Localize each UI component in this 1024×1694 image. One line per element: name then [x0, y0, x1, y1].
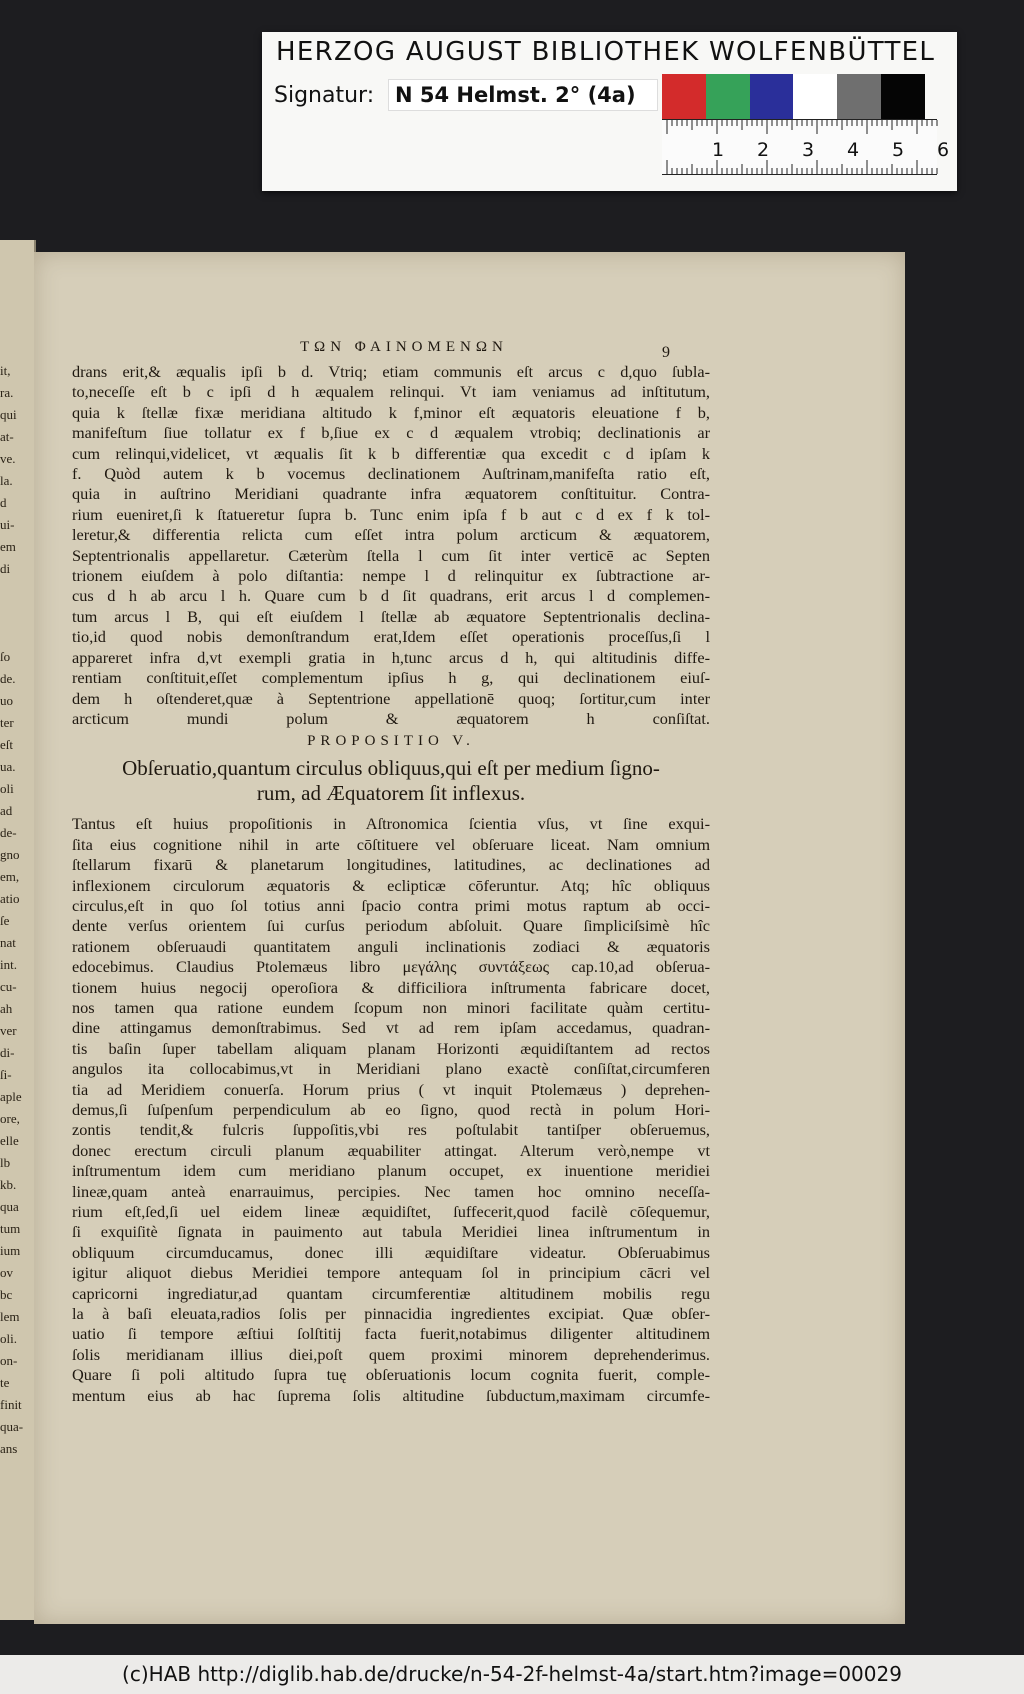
text-line: nos tamen qua ratione eundem ſcopum non minori facilitate quàm certitu- [72, 997, 710, 1017]
text-line: dente verſus orientem ſui curſus periodum abſoluit. Quare ſimpliciſsimè hîc [72, 916, 710, 936]
text-line: igitur aliquot diebus Meridiei tempore antequam ſol in principium cācri vel [72, 1263, 710, 1283]
text-line: ſolis meridianam illius diei,poſt quem proximi minorem deprehenderimus. [72, 1344, 710, 1364]
margin-fragment: oli [0, 781, 14, 796]
margin-fragment: qua [0, 1199, 19, 1214]
proposition-heading: PROPOSITIO V. [307, 733, 475, 750]
text-line: quia in auſtrino Meridiani quadrante infra æquatorem conſtituitur. Contra- [72, 484, 710, 504]
text-line: zontis tendit,& fulcris ſuppoſitis,vbi res poſtulabit tantiſper obſeruemus, [72, 1120, 710, 1140]
margin-fragment: ter [0, 715, 14, 730]
margin-fragment: tum [0, 1221, 21, 1236]
margin-fragment: on- [0, 1353, 18, 1368]
book-page [34, 252, 905, 1624]
margin-fragment: kb. [0, 1177, 17, 1192]
text-line: dine attingamus demonſtrabimus. Sed vt ad rem ipſam accedamus, quadran- [72, 1018, 710, 1038]
margin-fragment: ua. [0, 759, 16, 774]
text-line: Tantus eſt huius propoſitionis in Aſtronomica ſcientia vſus, vt ſine exqui- [72, 814, 710, 834]
text-line: circulus,eſt in quo ſol totius anni ſpacio contra primi motus raptum ab occi- [72, 895, 710, 915]
ruler-number: 1 [712, 139, 725, 161]
text-line: obliquum circumducamus, donec illi æquidiſtare videatur. Obſeruabimus [72, 1242, 710, 1262]
text-line: demus,ſi ſuſpenſum perpendiculum ab eo ſigno, quod rectà in polum Hori- [72, 1100, 710, 1119]
library-name: HERZOG AUGUST BIBLIOTHEK WOLFENBÜTTEL [276, 37, 936, 67]
margin-fragment: ui- [0, 517, 15, 532]
text-line: tia ad Meridiem conuerſa. Horum prius ( vt inquit Ptolemæus ) deprehen- [72, 1079, 710, 1099]
text-line: quia k ſtellæ fixæ meridiana altitudo k f,minor eſt æquatoris eleuatione f b, [72, 402, 710, 422]
text-line: edocebimus. Claudius Ptolemæus libro μεγάλης συντάξεως cap.10,ad obſerua- [72, 957, 710, 977]
margin-fragment: de. [0, 671, 16, 686]
margin-fragment: at- [0, 429, 14, 444]
margin-fragment: ſe [0, 913, 10, 928]
left-page-edge [0, 240, 36, 1620]
text-line: trionem eiuſdem à polo diſtantia: nempe l d relinquitur ex ſubtractione ar- [72, 566, 710, 586]
color-swatch [837, 74, 881, 119]
text-line: ſita eius cognitione nihil in arte cōſtituere vel obſeruare liceat. Nam omnium [72, 834, 710, 854]
text-line: rium eſt,ſed,ſi uel eidem lineæ æquidiſtet, ſuffecerit,quod facilè cōſequemur, [72, 1202, 710, 1222]
margin-fragment: ah [0, 1001, 13, 1016]
text-line: Septentrionalis appellaretur. Cæterùm ſtella l cum ſit inter verticē ac Septen [72, 545, 710, 565]
margin-fragment: int. [0, 957, 17, 972]
margin-fragment: ve. [0, 451, 16, 466]
margin-fragment [0, 580, 32, 602]
color-swatches [662, 74, 925, 119]
text-line: cum relinqui,videlicet, vt æqualis ſit k b differentiæ qua excedit c d ipſam k [72, 443, 710, 463]
ruler-number: 2 [757, 139, 770, 161]
signatur-label: Signatur: [274, 83, 375, 108]
proposition-title-line: Obſeruatio,quantum circulus obliquus,qui eſt per medium ſigno- [122, 756, 660, 781]
margin-fragment: qua- [0, 1419, 24, 1434]
color-swatch [706, 74, 750, 119]
margin-fragment: di [0, 561, 11, 576]
margin-fragment: ium [0, 1243, 21, 1258]
text-line: arcticum mundi polum & æquatorem h conſiſtat. [72, 708, 710, 728]
color-swatch [662, 74, 706, 119]
text-line: Quare ſi poli altitudo ſupra tuę obſeruationis locum cognita fuerit, comple- [72, 1365, 710, 1385]
color-swatch [881, 74, 925, 119]
margin-fragment: aple [0, 1089, 22, 1104]
text-line: angulos ita collocabimus,vt in Meridiani plano exactè conſiſtat,circumferen [72, 1059, 710, 1079]
text-line: rentiam conſtituit,eſſet complementum ipſius h g, qui declinationem eiuſ- [72, 668, 710, 688]
text-line: uatio ſi tempore æſtiui ſolſtitij facta fuerit,notabimus diligenter altitudinem [72, 1324, 710, 1344]
text-line: f. Quòd autem k b vocemus declinationem Auſtrinam,manifeſta ratio eſt, [72, 464, 710, 484]
text-line: manifeſtum ſiue tollatur ex f b,ſiue ex c d æqualem vtrobiq; declinationis ar [72, 423, 710, 443]
margin-fragment: te [0, 1375, 10, 1390]
text-line: to,neceſſe eſt b c ipſi d h æqualem relinqui. Vt iam veniamus ad inſtitutum, [72, 382, 710, 402]
text-line: ſi exquiſitè ſignata in pauimento aut tabula Meridiei linea inſtrumentum in [72, 1222, 710, 1242]
margin-fragment: ra. [0, 385, 14, 400]
text-line: tis baſin ſuper tabellam aliquam planam Horizonti æquidiſtantem ad rectos [72, 1038, 710, 1058]
margin-fragment: d [0, 495, 7, 510]
ruler-number: 6 [937, 139, 950, 161]
text-line: tio,id quod nobis demonſtrandum erat,Idem eſſet operationis proceſſus,ſi l [72, 627, 710, 647]
margin-fragment: de- [0, 825, 17, 840]
ruler-ticks [662, 120, 950, 174]
ruler [662, 119, 950, 175]
margin-fragment: bc [0, 1287, 13, 1302]
ruler-number: 4 [847, 139, 860, 161]
ruler-number: 5 [892, 139, 905, 161]
margin-fragment: nat [0, 935, 16, 950]
margin-fragment: atio [0, 891, 20, 906]
margin-fragment: uo [0, 693, 13, 708]
library-card [262, 32, 957, 191]
text-line: inflexionem circulorum æquatoris & eclipticæ cōferuntur. Atq; hîc obliquus [72, 875, 710, 895]
margin-fragment: oli. [0, 1331, 17, 1346]
text-line: capricorni ingrediatur,ad quantam circumferentiæ altitudinem mobilis regu [72, 1283, 710, 1303]
margin-fragment: ſo [0, 649, 11, 664]
margin-fragment: ore, [0, 1111, 20, 1126]
text-line: la à baſi eleuata,radios ſolis per pinnacidia ingredientes excipiat. Quæ obſer- [72, 1304, 710, 1324]
text-line: tum arcus l B, qui eſt eiuſdem l ſtellæ ab æquatore Septentrionalis declina- [72, 606, 710, 626]
margin-fragment: em [0, 539, 16, 554]
text-block [72, 362, 710, 1406]
ruler-number: 3 [802, 139, 815, 161]
margin-fragment [0, 624, 32, 646]
text-line: inſtrumentum idem cum meridiano planum occupet, ex inuentione meridiei [72, 1161, 710, 1181]
margin-fragment: ſi- [0, 1067, 12, 1082]
margin-fragment: cu- [0, 979, 17, 994]
margin-fragment: di- [0, 1045, 15, 1060]
paragraph-b [72, 814, 710, 1406]
margin-fragment: qui [0, 407, 17, 422]
folio-number: 9 [662, 344, 670, 361]
running-head: ΤΩΝ ΦΑΙΝΟΜΕΝΩΝ [300, 339, 508, 355]
margin-fragment: em, [0, 869, 20, 884]
margin-fragment: eſt [0, 737, 13, 752]
margin-fragment: ad [0, 803, 13, 818]
text-line: donec erectum circuli planum æquabiliter attingat. Alterum verò,nempe vt [72, 1140, 710, 1160]
margin-fragment: ans [0, 1441, 18, 1456]
margin-fragment: finit [0, 1397, 22, 1412]
text-line: mentum eius ab hac ſuprema ſolis altitudine ſubductum,maximam circumfe- [72, 1385, 710, 1405]
text-line: ſtellarum fixarū & planetarum longitudines, latitudines, ac declinationes ad [72, 855, 710, 875]
paragraph-a [72, 362, 710, 729]
margin-fragment: lb [0, 1155, 11, 1170]
text-line: leretur,& differentia relicta cum eſſet intra polum arcticum & æquatorem, [72, 525, 710, 545]
margin-fragment: ver [0, 1023, 17, 1038]
text-line: drans erit,& æqualis ipſi b d. Vtriq; etiam communis eſt arcus c d,quo ſubla- [72, 362, 710, 381]
text-line: rium eueniret,ſi k ſtatueretur ſupra b. Tunc enim ipſa f b aut c d ex f k tol- [72, 504, 710, 524]
text-line: appareret infra d,vt exempli gratia in h,tunc arcus d h, qui altitudinis diffe- [72, 647, 710, 667]
text-line: dem h oſtenderet,quæ à Septentrione appellationē quoq; ſortitur,cum inter [72, 688, 710, 708]
margin-fragment: la. [0, 473, 13, 488]
text-line: rationem obſeruaudi quantitatem anguli inclinationis zodiaci & æquatoris [72, 936, 710, 956]
margin-fragment: it, [0, 363, 11, 378]
left-margin-text [0, 360, 32, 1460]
signatur-value: N 54 Helmst. 2° (4a) [388, 79, 658, 111]
text-line: tionem huius negocij operoſiora & difficiliora inſtrumenta fabricare docet, [72, 977, 710, 997]
footer-bar [0, 1655, 1024, 1694]
footer-url: (c)HAB http://diglib.hab.de/drucke/n-54-2f-helmst-4a/start.htm?image=00029 [122, 1662, 902, 1686]
text-line: lineæ,quam anteà enarrauimus, percipies. Nec tamen hoc omnino neceſſa- [72, 1181, 710, 1201]
proposition-title-line: rum, ad Æquatorem ſit inflexus. [256, 781, 526, 806]
margin-fragment: lem [0, 1309, 20, 1324]
margin-fragment: gno [0, 847, 20, 862]
color-swatch [750, 74, 794, 119]
text-line: cus d h ab arcu l h. Quare cum b d ſit quadrans, erit arcus l d complemen- [72, 586, 710, 606]
color-swatch [793, 74, 837, 119]
proposition-title [72, 756, 710, 806]
margin-fragment [0, 602, 32, 624]
margin-fragment: ov [0, 1265, 13, 1280]
margin-fragment: elle [0, 1133, 19, 1148]
